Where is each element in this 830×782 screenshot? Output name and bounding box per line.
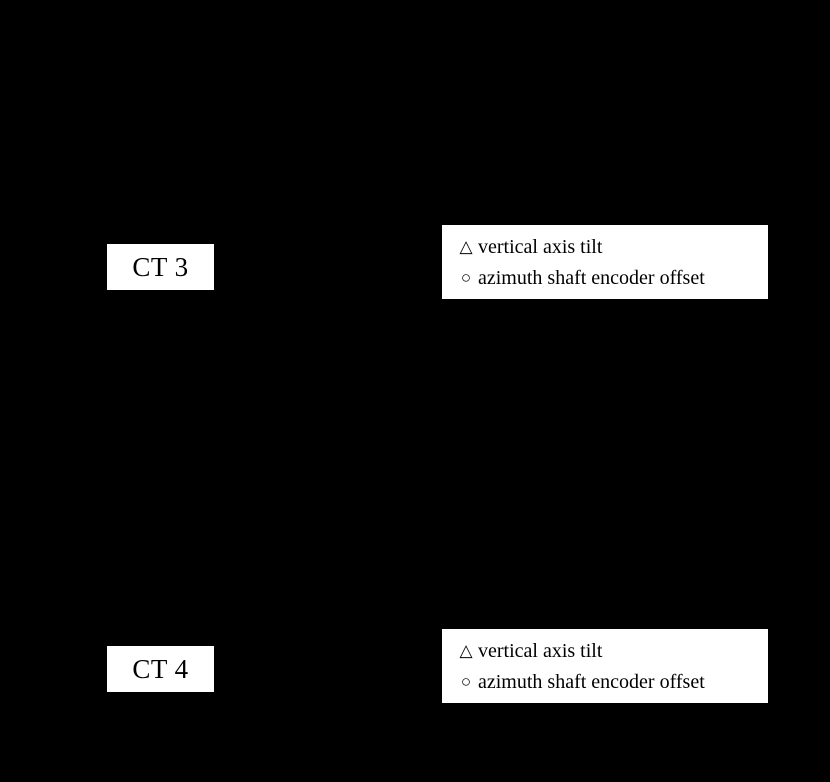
panel-label-ct4-text: CT 4 [132,653,189,684]
legend-item [454,666,758,697]
triangle-marker-icon: △ [459,640,473,660]
legend-item [454,635,758,666]
panel-label-ct4 [106,645,215,693]
legend-item [454,262,758,293]
legend-ct3 [441,224,769,300]
legend-item-label: vertical axis tilt [478,235,603,258]
circle-marker-icon: ○ [460,267,472,287]
triangle-marker-icon: △ [459,236,473,256]
circle-marker-icon: ○ [460,671,472,691]
legend-item-label: azimuth shaft encoder offset [478,266,705,289]
legend-item [454,231,758,262]
legend-ct4 [441,628,769,704]
panel-label-ct3-text: CT 3 [132,251,189,282]
legend-item-label: azimuth shaft encoder offset [478,670,705,693]
legend-item-label: vertical axis tilt [478,639,603,662]
panel-label-ct3 [106,243,215,291]
